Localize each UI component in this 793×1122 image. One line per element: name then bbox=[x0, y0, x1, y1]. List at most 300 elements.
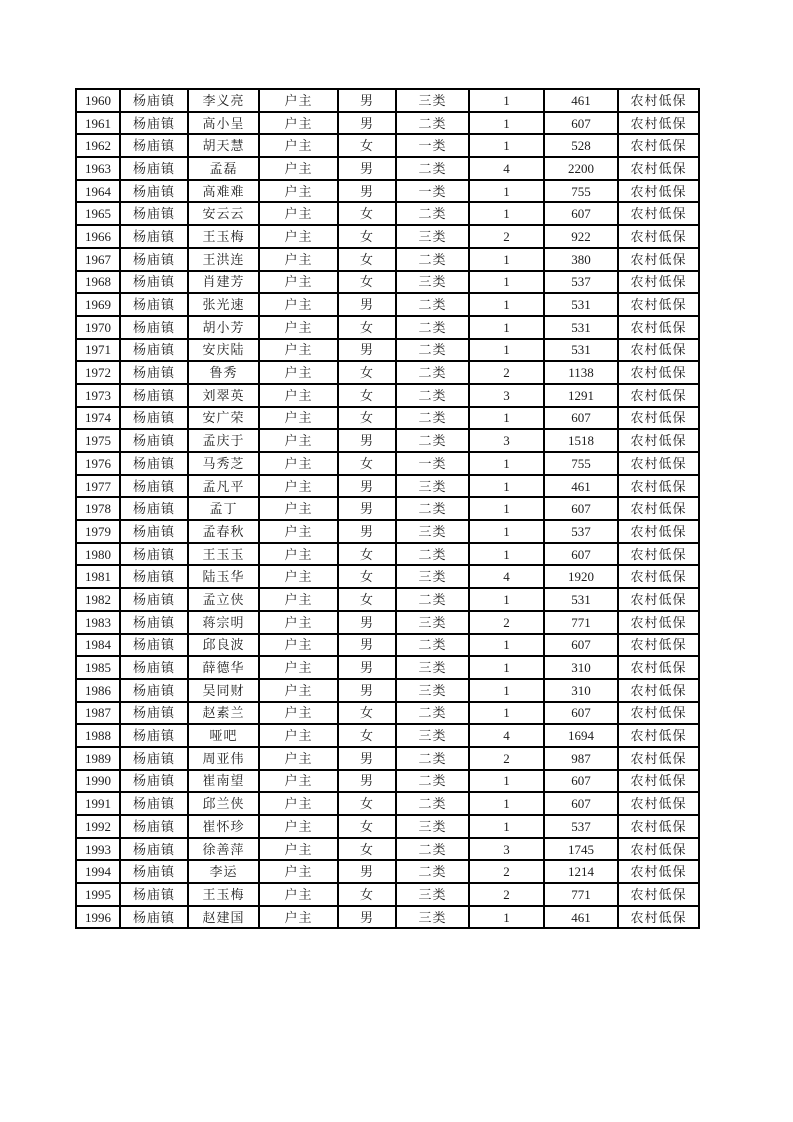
cell-gender: 女 bbox=[338, 248, 396, 271]
cell-amount: 755 bbox=[544, 452, 618, 475]
cell-household-count: 1 bbox=[469, 475, 544, 498]
table-row bbox=[76, 339, 699, 362]
cell-town: 杨庙镇 bbox=[120, 361, 188, 384]
cell-household-count: 4 bbox=[469, 724, 544, 747]
cell-sequence-number: 1973 bbox=[76, 384, 120, 407]
cell-category: 二类 bbox=[396, 634, 469, 657]
cell-category: 二类 bbox=[396, 702, 469, 725]
cell-name: 胡天慧 bbox=[188, 134, 259, 157]
table-row bbox=[76, 792, 699, 815]
cell-amount: 537 bbox=[544, 815, 618, 838]
cell-town: 杨庙镇 bbox=[120, 248, 188, 271]
cell-relation: 户主 bbox=[259, 452, 338, 475]
cell-gender: 男 bbox=[338, 112, 396, 135]
cell-amount: 461 bbox=[544, 475, 618, 498]
cell-gender: 女 bbox=[338, 724, 396, 747]
cell-town: 杨庙镇 bbox=[120, 611, 188, 634]
cell-assistance-type: 农村低保 bbox=[618, 407, 699, 430]
cell-sequence-number: 1981 bbox=[76, 565, 120, 588]
cell-household-count: 2 bbox=[469, 747, 544, 770]
cell-sequence-number: 1989 bbox=[76, 747, 120, 770]
cell-gender: 女 bbox=[338, 702, 396, 725]
table-row bbox=[76, 588, 699, 611]
cell-name: 崔怀珍 bbox=[188, 815, 259, 838]
table-row bbox=[76, 361, 699, 384]
cell-relation: 户主 bbox=[259, 361, 338, 384]
cell-category: 三类 bbox=[396, 271, 469, 294]
cell-name: 徐善萍 bbox=[188, 838, 259, 861]
cell-sequence-number: 1987 bbox=[76, 702, 120, 725]
cell-amount: 1694 bbox=[544, 724, 618, 747]
cell-name: 高小呈 bbox=[188, 112, 259, 135]
cell-name: 王玉梅 bbox=[188, 225, 259, 248]
table-row bbox=[76, 384, 699, 407]
cell-amount: 461 bbox=[544, 906, 618, 929]
cell-name: 薛德华 bbox=[188, 656, 259, 679]
cell-assistance-type: 农村低保 bbox=[618, 452, 699, 475]
cell-relation: 户主 bbox=[259, 906, 338, 929]
cell-name: 胡小芳 bbox=[188, 316, 259, 339]
cell-amount: 755 bbox=[544, 180, 618, 203]
cell-name: 邱良波 bbox=[188, 634, 259, 657]
cell-gender: 男 bbox=[338, 520, 396, 543]
cell-town: 杨庙镇 bbox=[120, 475, 188, 498]
cell-sequence-number: 1992 bbox=[76, 815, 120, 838]
cell-household-count: 1 bbox=[469, 202, 544, 225]
table-row bbox=[76, 316, 699, 339]
cell-gender: 男 bbox=[338, 770, 396, 793]
cell-name: 崔南望 bbox=[188, 770, 259, 793]
cell-amount: 1291 bbox=[544, 384, 618, 407]
cell-household-count: 1 bbox=[469, 702, 544, 725]
cell-town: 杨庙镇 bbox=[120, 770, 188, 793]
cell-category: 二类 bbox=[396, 316, 469, 339]
cell-relation: 户主 bbox=[259, 883, 338, 906]
cell-category: 一类 bbox=[396, 180, 469, 203]
cell-amount: 531 bbox=[544, 588, 618, 611]
cell-gender: 男 bbox=[338, 339, 396, 362]
subsidy-table bbox=[75, 88, 700, 929]
cell-household-count: 1 bbox=[469, 339, 544, 362]
cell-category: 三类 bbox=[396, 225, 469, 248]
cell-gender: 男 bbox=[338, 906, 396, 929]
cell-sequence-number: 1985 bbox=[76, 656, 120, 679]
cell-name: 赵素兰 bbox=[188, 702, 259, 725]
cell-household-count: 1 bbox=[469, 112, 544, 135]
cell-category: 三类 bbox=[396, 520, 469, 543]
cell-name: 安云云 bbox=[188, 202, 259, 225]
cell-town: 杨庙镇 bbox=[120, 407, 188, 430]
cell-household-count: 1 bbox=[469, 815, 544, 838]
cell-amount: 531 bbox=[544, 316, 618, 339]
cell-sequence-number: 1988 bbox=[76, 724, 120, 747]
table-row bbox=[76, 429, 699, 452]
cell-assistance-type: 农村低保 bbox=[618, 543, 699, 566]
cell-gender: 男 bbox=[338, 679, 396, 702]
cell-relation: 户主 bbox=[259, 860, 338, 883]
cell-assistance-type: 农村低保 bbox=[618, 112, 699, 135]
table-row bbox=[76, 89, 699, 112]
table-row bbox=[76, 611, 699, 634]
cell-category: 二类 bbox=[396, 384, 469, 407]
table-row bbox=[76, 770, 699, 793]
cell-category: 三类 bbox=[396, 475, 469, 498]
cell-category: 一类 bbox=[396, 452, 469, 475]
cell-gender: 男 bbox=[338, 860, 396, 883]
table-row bbox=[76, 202, 699, 225]
cell-amount: 531 bbox=[544, 339, 618, 362]
table-row bbox=[76, 407, 699, 430]
cell-name: 王洪连 bbox=[188, 248, 259, 271]
cell-town: 杨庙镇 bbox=[120, 157, 188, 180]
cell-assistance-type: 农村低保 bbox=[618, 815, 699, 838]
cell-category: 二类 bbox=[396, 429, 469, 452]
cell-sequence-number: 1978 bbox=[76, 497, 120, 520]
cell-sequence-number: 1966 bbox=[76, 225, 120, 248]
cell-town: 杨庙镇 bbox=[120, 339, 188, 362]
cell-assistance-type: 农村低保 bbox=[618, 248, 699, 271]
table-row bbox=[76, 180, 699, 203]
cell-town: 杨庙镇 bbox=[120, 634, 188, 657]
cell-town: 杨庙镇 bbox=[120, 565, 188, 588]
cell-name: 安广荣 bbox=[188, 407, 259, 430]
cell-name: 蒋宗明 bbox=[188, 611, 259, 634]
cell-town: 杨庙镇 bbox=[120, 429, 188, 452]
cell-household-count: 2 bbox=[469, 860, 544, 883]
cell-sequence-number: 1960 bbox=[76, 89, 120, 112]
cell-category: 三类 bbox=[396, 656, 469, 679]
cell-sequence-number: 1993 bbox=[76, 838, 120, 861]
cell-assistance-type: 农村低保 bbox=[618, 520, 699, 543]
cell-sequence-number: 1971 bbox=[76, 339, 120, 362]
cell-category: 二类 bbox=[396, 112, 469, 135]
cell-category: 一类 bbox=[396, 134, 469, 157]
cell-relation: 户主 bbox=[259, 112, 338, 135]
table-row bbox=[76, 225, 699, 248]
cell-amount: 1518 bbox=[544, 429, 618, 452]
cell-name: 孟立侠 bbox=[188, 588, 259, 611]
cell-town: 杨庙镇 bbox=[120, 906, 188, 929]
cell-category: 二类 bbox=[396, 157, 469, 180]
cell-household-count: 2 bbox=[469, 611, 544, 634]
cell-assistance-type: 农村低保 bbox=[618, 202, 699, 225]
cell-household-count: 3 bbox=[469, 429, 544, 452]
cell-sequence-number: 1991 bbox=[76, 792, 120, 815]
cell-amount: 607 bbox=[544, 792, 618, 815]
cell-sequence-number: 1990 bbox=[76, 770, 120, 793]
cell-assistance-type: 农村低保 bbox=[618, 271, 699, 294]
cell-name: 鲁秀 bbox=[188, 361, 259, 384]
cell-town: 杨庙镇 bbox=[120, 89, 188, 112]
cell-town: 杨庙镇 bbox=[120, 225, 188, 248]
cell-household-count: 1 bbox=[469, 520, 544, 543]
cell-household-count: 1 bbox=[469, 770, 544, 793]
cell-town: 杨庙镇 bbox=[120, 679, 188, 702]
cell-gender: 男 bbox=[338, 747, 396, 770]
cell-assistance-type: 农村低保 bbox=[618, 724, 699, 747]
cell-assistance-type: 农村低保 bbox=[618, 679, 699, 702]
cell-amount: 1920 bbox=[544, 565, 618, 588]
cell-amount: 310 bbox=[544, 656, 618, 679]
cell-amount: 607 bbox=[544, 202, 618, 225]
cell-household-count: 1 bbox=[469, 134, 544, 157]
table-row bbox=[76, 883, 699, 906]
cell-sequence-number: 1995 bbox=[76, 883, 120, 906]
cell-relation: 户主 bbox=[259, 770, 338, 793]
cell-name: 赵建国 bbox=[188, 906, 259, 929]
cell-household-count: 1 bbox=[469, 497, 544, 520]
cell-sequence-number: 1994 bbox=[76, 860, 120, 883]
cell-assistance-type: 农村低保 bbox=[618, 634, 699, 657]
cell-name: 孟丁 bbox=[188, 497, 259, 520]
table-row bbox=[76, 452, 699, 475]
cell-amount: 607 bbox=[544, 543, 618, 566]
cell-category: 二类 bbox=[396, 202, 469, 225]
cell-gender: 女 bbox=[338, 225, 396, 248]
cell-name: 高难难 bbox=[188, 180, 259, 203]
cell-sequence-number: 1961 bbox=[76, 112, 120, 135]
cell-household-count: 1 bbox=[469, 906, 544, 929]
cell-gender: 女 bbox=[338, 271, 396, 294]
cell-town: 杨庙镇 bbox=[120, 452, 188, 475]
cell-assistance-type: 农村低保 bbox=[618, 770, 699, 793]
cell-town: 杨庙镇 bbox=[120, 656, 188, 679]
cell-assistance-type: 农村低保 bbox=[618, 702, 699, 725]
cell-name: 孟凡平 bbox=[188, 475, 259, 498]
cell-relation: 户主 bbox=[259, 702, 338, 725]
cell-relation: 户主 bbox=[259, 429, 338, 452]
cell-amount: 607 bbox=[544, 407, 618, 430]
cell-relation: 户主 bbox=[259, 89, 338, 112]
cell-category: 二类 bbox=[396, 747, 469, 770]
cell-relation: 户主 bbox=[259, 339, 338, 362]
cell-sequence-number: 1982 bbox=[76, 588, 120, 611]
cell-assistance-type: 农村低保 bbox=[618, 384, 699, 407]
cell-amount: 922 bbox=[544, 225, 618, 248]
cell-name: 孟磊 bbox=[188, 157, 259, 180]
cell-assistance-type: 农村低保 bbox=[618, 180, 699, 203]
cell-category: 二类 bbox=[396, 838, 469, 861]
cell-sequence-number: 1980 bbox=[76, 543, 120, 566]
cell-town: 杨庙镇 bbox=[120, 134, 188, 157]
cell-amount: 310 bbox=[544, 679, 618, 702]
cell-town: 杨庙镇 bbox=[120, 883, 188, 906]
cell-assistance-type: 农村低保 bbox=[618, 792, 699, 815]
table-row bbox=[76, 271, 699, 294]
cell-household-count: 1 bbox=[469, 180, 544, 203]
cell-assistance-type: 农村低保 bbox=[618, 883, 699, 906]
cell-sequence-number: 1962 bbox=[76, 134, 120, 157]
cell-category: 二类 bbox=[396, 361, 469, 384]
cell-sequence-number: 1979 bbox=[76, 520, 120, 543]
cell-relation: 户主 bbox=[259, 248, 338, 271]
cell-relation: 户主 bbox=[259, 293, 338, 316]
cell-amount: 607 bbox=[544, 702, 618, 725]
cell-name: 孟春秋 bbox=[188, 520, 259, 543]
cell-relation: 户主 bbox=[259, 679, 338, 702]
cell-category: 二类 bbox=[396, 860, 469, 883]
cell-category: 二类 bbox=[396, 339, 469, 362]
cell-gender: 女 bbox=[338, 384, 396, 407]
cell-category: 二类 bbox=[396, 293, 469, 316]
cell-household-count: 2 bbox=[469, 225, 544, 248]
cell-category: 二类 bbox=[396, 588, 469, 611]
cell-gender: 女 bbox=[338, 407, 396, 430]
cell-name: 马秀芝 bbox=[188, 452, 259, 475]
cell-name: 吴同财 bbox=[188, 679, 259, 702]
cell-relation: 户主 bbox=[259, 384, 338, 407]
cell-gender: 男 bbox=[338, 180, 396, 203]
cell-household-count: 4 bbox=[469, 157, 544, 180]
cell-town: 杨庙镇 bbox=[120, 747, 188, 770]
cell-household-count: 1 bbox=[469, 89, 544, 112]
cell-name: 孟庆于 bbox=[188, 429, 259, 452]
cell-gender: 女 bbox=[338, 134, 396, 157]
cell-sequence-number: 1972 bbox=[76, 361, 120, 384]
cell-town: 杨庙镇 bbox=[120, 271, 188, 294]
cell-gender: 男 bbox=[338, 293, 396, 316]
cell-gender: 男 bbox=[338, 611, 396, 634]
cell-category: 三类 bbox=[396, 815, 469, 838]
cell-category: 三类 bbox=[396, 565, 469, 588]
cell-household-count: 1 bbox=[469, 293, 544, 316]
cell-gender: 男 bbox=[338, 89, 396, 112]
cell-name: 王玉玉 bbox=[188, 543, 259, 566]
cell-gender: 女 bbox=[338, 361, 396, 384]
cell-town: 杨庙镇 bbox=[120, 202, 188, 225]
cell-household-count: 1 bbox=[469, 679, 544, 702]
cell-gender: 男 bbox=[338, 656, 396, 679]
cell-sequence-number: 1970 bbox=[76, 316, 120, 339]
cell-gender: 男 bbox=[338, 429, 396, 452]
cell-sequence-number: 1968 bbox=[76, 271, 120, 294]
cell-relation: 户主 bbox=[259, 656, 338, 679]
table-row bbox=[76, 248, 699, 271]
cell-sequence-number: 1964 bbox=[76, 180, 120, 203]
cell-town: 杨庙镇 bbox=[120, 838, 188, 861]
cell-household-count: 1 bbox=[469, 792, 544, 815]
cell-sequence-number: 1986 bbox=[76, 679, 120, 702]
cell-relation: 户主 bbox=[259, 588, 338, 611]
cell-town: 杨庙镇 bbox=[120, 860, 188, 883]
cell-assistance-type: 农村低保 bbox=[618, 316, 699, 339]
cell-town: 杨庙镇 bbox=[120, 520, 188, 543]
cell-sequence-number: 1969 bbox=[76, 293, 120, 316]
cell-amount: 531 bbox=[544, 293, 618, 316]
cell-category: 三类 bbox=[396, 611, 469, 634]
cell-amount: 537 bbox=[544, 520, 618, 543]
cell-town: 杨庙镇 bbox=[120, 384, 188, 407]
table-row bbox=[76, 724, 699, 747]
cell-category: 三类 bbox=[396, 679, 469, 702]
cell-assistance-type: 农村低保 bbox=[618, 361, 699, 384]
cell-gender: 女 bbox=[338, 452, 396, 475]
cell-assistance-type: 农村低保 bbox=[618, 429, 699, 452]
cell-sequence-number: 1977 bbox=[76, 475, 120, 498]
cell-household-count: 3 bbox=[469, 384, 544, 407]
cell-relation: 户主 bbox=[259, 407, 338, 430]
cell-category: 二类 bbox=[396, 792, 469, 815]
cell-household-count: 2 bbox=[469, 361, 544, 384]
cell-amount: 771 bbox=[544, 883, 618, 906]
cell-amount: 607 bbox=[544, 112, 618, 135]
cell-household-count: 2 bbox=[469, 883, 544, 906]
cell-household-count: 4 bbox=[469, 565, 544, 588]
cell-name: 张光速 bbox=[188, 293, 259, 316]
cell-amount: 1745 bbox=[544, 838, 618, 861]
cell-town: 杨庙镇 bbox=[120, 815, 188, 838]
cell-category: 三类 bbox=[396, 724, 469, 747]
cell-amount: 461 bbox=[544, 89, 618, 112]
cell-category: 二类 bbox=[396, 770, 469, 793]
cell-amount: 528 bbox=[544, 134, 618, 157]
cell-gender: 男 bbox=[338, 157, 396, 180]
cell-gender: 男 bbox=[338, 475, 396, 498]
cell-assistance-type: 农村低保 bbox=[618, 588, 699, 611]
table-row bbox=[76, 543, 699, 566]
cell-sequence-number: 1983 bbox=[76, 611, 120, 634]
cell-town: 杨庙镇 bbox=[120, 180, 188, 203]
cell-household-count: 1 bbox=[469, 452, 544, 475]
cell-category: 二类 bbox=[396, 543, 469, 566]
cell-assistance-type: 农村低保 bbox=[618, 611, 699, 634]
cell-gender: 女 bbox=[338, 543, 396, 566]
cell-household-count: 1 bbox=[469, 407, 544, 430]
cell-assistance-type: 农村低保 bbox=[618, 747, 699, 770]
cell-assistance-type: 农村低保 bbox=[618, 339, 699, 362]
cell-amount: 607 bbox=[544, 497, 618, 520]
cell-assistance-type: 农村低保 bbox=[618, 656, 699, 679]
cell-amount: 607 bbox=[544, 634, 618, 657]
cell-household-count: 3 bbox=[469, 838, 544, 861]
table-row bbox=[76, 906, 699, 929]
cell-amount: 1214 bbox=[544, 860, 618, 883]
cell-name: 周亚伟 bbox=[188, 747, 259, 770]
cell-gender: 男 bbox=[338, 497, 396, 520]
cell-relation: 户主 bbox=[259, 475, 338, 498]
cell-relation: 户主 bbox=[259, 271, 338, 294]
cell-town: 杨庙镇 bbox=[120, 724, 188, 747]
cell-name: 陆玉华 bbox=[188, 565, 259, 588]
cell-household-count: 1 bbox=[469, 271, 544, 294]
table-row bbox=[76, 860, 699, 883]
cell-assistance-type: 农村低保 bbox=[618, 89, 699, 112]
cell-assistance-type: 农村低保 bbox=[618, 293, 699, 316]
cell-relation: 户主 bbox=[259, 565, 338, 588]
cell-category: 二类 bbox=[396, 497, 469, 520]
cell-town: 杨庙镇 bbox=[120, 316, 188, 339]
table-row bbox=[76, 679, 699, 702]
table-row bbox=[76, 565, 699, 588]
cell-amount: 1138 bbox=[544, 361, 618, 384]
cell-sequence-number: 1984 bbox=[76, 634, 120, 657]
cell-amount: 2200 bbox=[544, 157, 618, 180]
cell-gender: 女 bbox=[338, 588, 396, 611]
cell-relation: 户主 bbox=[259, 316, 338, 339]
cell-town: 杨庙镇 bbox=[120, 497, 188, 520]
cell-name: 肖建芳 bbox=[188, 271, 259, 294]
cell-town: 杨庙镇 bbox=[120, 543, 188, 566]
cell-name: 李义亮 bbox=[188, 89, 259, 112]
table-row bbox=[76, 747, 699, 770]
cell-assistance-type: 农村低保 bbox=[618, 134, 699, 157]
cell-sequence-number: 1965 bbox=[76, 202, 120, 225]
cell-name: 李运 bbox=[188, 860, 259, 883]
cell-gender: 女 bbox=[338, 838, 396, 861]
cell-relation: 户主 bbox=[259, 180, 338, 203]
cell-name: 安庆陆 bbox=[188, 339, 259, 362]
cell-town: 杨庙镇 bbox=[120, 588, 188, 611]
